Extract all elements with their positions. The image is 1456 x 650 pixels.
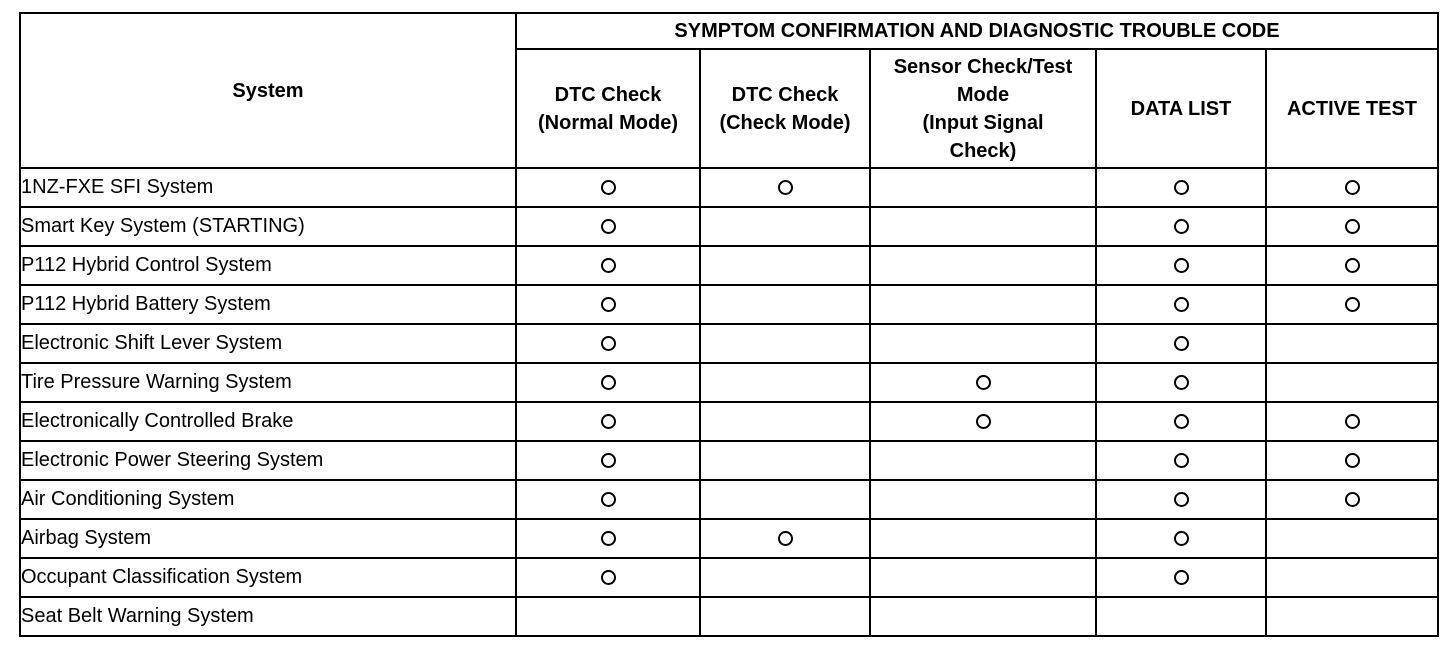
mark-cell xyxy=(1266,168,1438,207)
mark-cell xyxy=(1266,363,1438,402)
group-header: SYMPTOM CONFIRMATION AND DIAGNOSTIC TROUBLE CODE xyxy=(516,13,1438,49)
mark-cell xyxy=(1096,558,1266,597)
table-body xyxy=(20,168,1438,636)
circle-mark-icon xyxy=(601,570,616,585)
table-row xyxy=(20,441,1438,480)
circle-mark-icon xyxy=(1345,219,1360,234)
table-row xyxy=(20,363,1438,402)
circle-mark-icon xyxy=(1345,258,1360,273)
mark-cell xyxy=(870,168,1096,207)
column-header xyxy=(1266,49,1438,168)
system-name: Seat Belt Warning System xyxy=(20,597,516,636)
table-row xyxy=(20,519,1438,558)
mark-cell xyxy=(1096,597,1266,636)
mark-cell xyxy=(1096,168,1266,207)
column-header xyxy=(700,49,870,168)
mark-cell xyxy=(516,558,700,597)
column-header-line: (Input Signal xyxy=(922,111,1044,134)
mark-cell xyxy=(870,324,1096,363)
circle-mark-icon xyxy=(1345,492,1360,507)
circle-mark-icon xyxy=(1174,453,1189,468)
mark-cell xyxy=(1266,324,1438,363)
column-header-line: Check) xyxy=(949,139,1017,162)
mark-cell xyxy=(870,246,1096,285)
system-name: Electronically Controlled Brake xyxy=(20,402,516,441)
mark-cell xyxy=(516,246,700,285)
mark-cell xyxy=(700,558,870,597)
circle-mark-icon xyxy=(1174,297,1189,312)
table-row xyxy=(20,402,1438,441)
circle-mark-icon xyxy=(1174,570,1189,585)
system-name: P112 Hybrid Battery System xyxy=(20,285,516,324)
mark-cell xyxy=(1096,324,1266,363)
mark-cell xyxy=(700,246,870,285)
mark-cell xyxy=(700,597,870,636)
circle-mark-icon xyxy=(1174,336,1189,351)
table-row xyxy=(20,558,1438,597)
mark-cell xyxy=(1096,207,1266,246)
mark-cell xyxy=(700,441,870,480)
column-header-line: DTC Check xyxy=(731,83,839,106)
system-name: Airbag System xyxy=(20,519,516,558)
table-row xyxy=(20,168,1438,207)
mark-cell xyxy=(700,402,870,441)
mark-cell xyxy=(516,441,700,480)
column-header-line: DATA LIST xyxy=(1130,97,1232,120)
circle-mark-icon xyxy=(778,180,793,195)
circle-mark-icon xyxy=(601,492,616,507)
mark-cell xyxy=(516,324,700,363)
mark-cell xyxy=(516,363,700,402)
mark-cell xyxy=(700,285,870,324)
mark-cell xyxy=(870,207,1096,246)
column-header-line: Mode xyxy=(956,83,1010,106)
mark-cell xyxy=(700,324,870,363)
mark-cell xyxy=(1266,480,1438,519)
mark-cell xyxy=(1096,285,1266,324)
system-name: Electronic Shift Lever System xyxy=(20,324,516,363)
mark-cell xyxy=(1266,558,1438,597)
circle-mark-icon xyxy=(1174,258,1189,273)
mark-cell xyxy=(516,402,700,441)
mark-cell xyxy=(1096,363,1266,402)
diagnostic-table xyxy=(19,12,1439,637)
system-name: Tire Pressure Warning System xyxy=(20,363,516,402)
system-name: Occupant Classification System xyxy=(20,558,516,597)
column-header-line: Sensor Check/Test xyxy=(893,55,1073,78)
column-header-line: ACTIVE TEST xyxy=(1286,97,1417,120)
mark-cell xyxy=(1266,246,1438,285)
system-name: Electronic Power Steering System xyxy=(20,441,516,480)
circle-mark-icon xyxy=(1174,414,1189,429)
circle-mark-icon xyxy=(976,375,991,390)
mark-cell xyxy=(1266,519,1438,558)
mark-cell xyxy=(516,285,700,324)
mark-cell xyxy=(1266,207,1438,246)
mark-cell xyxy=(1266,285,1438,324)
column-header xyxy=(516,49,700,168)
column-header xyxy=(1096,49,1266,168)
mark-cell xyxy=(516,480,700,519)
table-row xyxy=(20,324,1438,363)
circle-mark-icon xyxy=(1174,531,1189,546)
mark-cell xyxy=(1096,480,1266,519)
mark-cell xyxy=(516,597,700,636)
circle-mark-icon xyxy=(1345,297,1360,312)
column-header-line: DTC Check xyxy=(554,83,662,106)
mark-cell xyxy=(516,168,700,207)
column-header-line: (Check Mode) xyxy=(719,111,851,134)
mark-cell xyxy=(700,363,870,402)
system-name: Smart Key System (STARTING) xyxy=(20,207,516,246)
circle-mark-icon xyxy=(601,258,616,273)
mark-cell xyxy=(870,597,1096,636)
mark-cell xyxy=(870,402,1096,441)
system-name: 1NZ-FXE SFI System xyxy=(20,168,516,207)
circle-mark-icon xyxy=(1174,219,1189,234)
circle-mark-icon xyxy=(601,297,616,312)
mark-cell xyxy=(1096,441,1266,480)
circle-mark-icon xyxy=(601,414,616,429)
mark-cell xyxy=(516,207,700,246)
circle-mark-icon xyxy=(601,219,616,234)
column-header-line: (Normal Mode) xyxy=(538,111,678,134)
circle-mark-icon xyxy=(778,531,793,546)
mark-cell xyxy=(700,168,870,207)
mark-cell xyxy=(870,363,1096,402)
circle-mark-icon xyxy=(601,180,616,195)
column-header xyxy=(870,49,1096,168)
circle-mark-icon xyxy=(1174,492,1189,507)
mark-cell xyxy=(1266,597,1438,636)
mark-cell xyxy=(1266,402,1438,441)
table-row xyxy=(20,246,1438,285)
mark-cell xyxy=(516,519,700,558)
table-row xyxy=(20,285,1438,324)
circle-mark-icon xyxy=(601,531,616,546)
circle-mark-icon xyxy=(601,336,616,351)
system-name: P112 Hybrid Control System xyxy=(20,246,516,285)
circle-mark-icon xyxy=(976,414,991,429)
mark-cell xyxy=(870,558,1096,597)
circle-mark-icon xyxy=(1174,180,1189,195)
circle-mark-icon xyxy=(1345,414,1360,429)
circle-mark-icon xyxy=(601,375,616,390)
mark-cell xyxy=(870,480,1096,519)
table-row xyxy=(20,597,1438,636)
circle-mark-icon xyxy=(1345,453,1360,468)
mark-cell xyxy=(1096,402,1266,441)
system-name: Air Conditioning System xyxy=(20,480,516,519)
circle-mark-icon xyxy=(1345,180,1360,195)
mark-cell xyxy=(700,480,870,519)
circle-mark-icon xyxy=(601,453,616,468)
table-row xyxy=(20,480,1438,519)
table-row xyxy=(20,207,1438,246)
mark-cell xyxy=(1096,519,1266,558)
mark-cell xyxy=(1096,246,1266,285)
mark-cell xyxy=(700,519,870,558)
mark-cell xyxy=(870,519,1096,558)
mark-cell xyxy=(700,207,870,246)
system-column-header: System xyxy=(20,13,516,168)
mark-cell xyxy=(870,441,1096,480)
mark-cell xyxy=(1266,441,1438,480)
circle-mark-icon xyxy=(1174,375,1189,390)
mark-cell xyxy=(870,285,1096,324)
